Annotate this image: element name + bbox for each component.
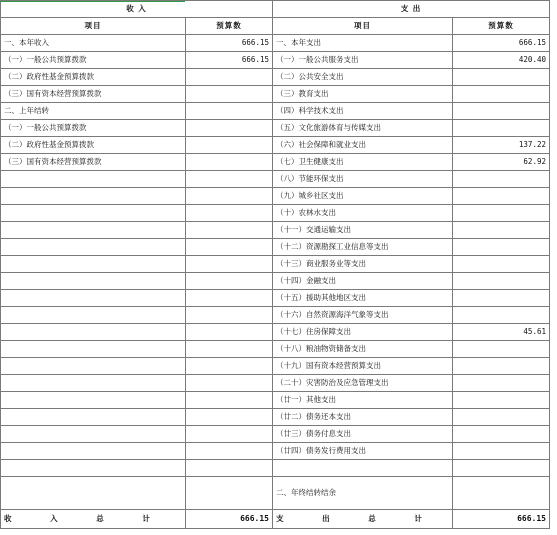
- income-value-cell: [186, 256, 273, 273]
- selection-indicator: [0, 1, 185, 2]
- income-value-cell: [186, 341, 273, 358]
- income-value-cell: [186, 171, 273, 188]
- column-header-row: [1, 18, 550, 35]
- table-row: [1, 154, 550, 171]
- income-item-cell: 一、本年收入: [1, 35, 186, 52]
- empty-cell: [453, 477, 550, 510]
- empty-cell: [1, 477, 186, 510]
- expense-item-cell: （十一）交通运输支出: [273, 222, 453, 239]
- income-item-cell: （三）国有资本经营预算拨款: [1, 154, 186, 171]
- expense-section-title: 支 出: [273, 1, 550, 18]
- expense-value-cell: [453, 86, 550, 103]
- income-item-cell: [1, 409, 186, 426]
- expense-item-cell: （廿二）债务还本支出: [273, 409, 453, 426]
- carryover-row: [1, 477, 550, 510]
- expense-item-cell: （八）节能环保支出: [273, 171, 453, 188]
- expense-value-cell: [453, 256, 550, 273]
- income-budget-header: 预算数: [186, 18, 273, 35]
- income-item-cell: [1, 375, 186, 392]
- table-row: [1, 188, 550, 205]
- income-value-cell: [186, 222, 273, 239]
- expense-value-cell: [453, 341, 550, 358]
- table-row: [1, 273, 550, 290]
- expense-item-cell: （十三）商业服务业等支出: [273, 256, 453, 273]
- income-item-cell: 二、上年结转: [1, 103, 186, 120]
- expense-item-cell: （十）农林水支出: [273, 205, 453, 222]
- expense-value-cell: [453, 273, 550, 290]
- income-value-cell: [186, 120, 273, 137]
- expense-item-cell: （十九）国有资本经营预算支出: [273, 358, 453, 375]
- table-row: [1, 358, 550, 375]
- income-value-cell: [186, 188, 273, 205]
- income-value-cell: [186, 205, 273, 222]
- income-value-cell: [186, 137, 273, 154]
- income-value-cell: [186, 324, 273, 341]
- expense-item-cell: （一）一般公共服务支出: [273, 52, 453, 69]
- income-value-cell: [186, 290, 273, 307]
- expense-value-cell: [453, 103, 550, 120]
- income-total-label: 收 入 总 计: [1, 510, 186, 529]
- expense-item-cell: （二十）灾害防治及应急管理支出: [273, 375, 453, 392]
- expense-value-cell: [453, 443, 550, 460]
- income-value-cell: [186, 392, 273, 409]
- expense-item-cell: （十五）援助其他地区支出: [273, 290, 453, 307]
- table-row: [1, 443, 550, 460]
- income-item-cell: [1, 273, 186, 290]
- income-item-cell: [1, 426, 186, 443]
- income-item-cell: [1, 256, 186, 273]
- income-item-cell: （一）一般公共预算拨款: [1, 52, 186, 69]
- table-row: [1, 137, 550, 154]
- expense-value-cell: [453, 205, 550, 222]
- expense-value-cell: [453, 375, 550, 392]
- table-row: [1, 86, 550, 103]
- expense-value-cell: [453, 290, 550, 307]
- expense-item-cell: （九）城乡社区支出: [273, 188, 453, 205]
- table-row: [1, 375, 550, 392]
- section-header-row: [1, 1, 550, 18]
- expense-item-cell: （二）公共安全支出: [273, 69, 453, 86]
- income-value-cell: [186, 154, 273, 171]
- expense-item-cell: （廿一）其他支出: [273, 392, 453, 409]
- expense-item-cell: （十七）住房保障支出: [273, 324, 453, 341]
- income-value-cell: [186, 103, 273, 120]
- income-value-cell: [186, 239, 273, 256]
- carryover-label: 二、年终结转结余: [273, 477, 453, 510]
- income-item-cell: [1, 358, 186, 375]
- table-row: [1, 341, 550, 358]
- blank-row: [1, 460, 550, 477]
- empty-cell: [1, 460, 186, 477]
- income-item-cell: [1, 307, 186, 324]
- income-item-cell: [1, 324, 186, 341]
- table-row: [1, 392, 550, 409]
- income-item-cell: （二）政府性基金预算拨款: [1, 69, 186, 86]
- table-row: [1, 69, 550, 86]
- income-item-cell: [1, 443, 186, 460]
- income-value-cell: 666.15: [186, 35, 273, 52]
- expense-value-cell: [453, 358, 550, 375]
- income-value-cell: [186, 375, 273, 392]
- expense-value-cell: 137.22: [453, 137, 550, 154]
- expense-value-cell: [453, 426, 550, 443]
- expense-value-cell: [453, 239, 550, 256]
- table-row: [1, 239, 550, 256]
- expense-item-cell: （三）教育支出: [273, 86, 453, 103]
- expense-item-cell: 一、本年支出: [273, 35, 453, 52]
- income-item-cell: （三）国有资本经营预算拨款: [1, 86, 186, 103]
- income-value-cell: [186, 443, 273, 460]
- expense-item-cell: （十四）金融支出: [273, 273, 453, 290]
- expense-value-cell: [453, 307, 550, 324]
- table-row: [1, 409, 550, 426]
- table-row: [1, 290, 550, 307]
- expense-item-header: 项目: [273, 18, 453, 35]
- table-row: [1, 307, 550, 324]
- table-row: [1, 103, 550, 120]
- expense-item-cell: （四）科学技术支出: [273, 103, 453, 120]
- income-total-value: 666.15: [186, 510, 273, 529]
- expense-item-cell: （五）文化旅游体育与传媒支出: [273, 120, 453, 137]
- table-row: [1, 324, 550, 341]
- income-value-cell: 666.15: [186, 52, 273, 69]
- expense-item-cell: （十六）自然资源海洋气象等支出: [273, 307, 453, 324]
- expense-value-cell: 62.92: [453, 154, 550, 171]
- expense-value-cell: 420.40: [453, 52, 550, 69]
- table-row: [1, 222, 550, 239]
- empty-cell: [186, 460, 273, 477]
- expense-value-cell: [453, 188, 550, 205]
- income-item-cell: [1, 290, 186, 307]
- expense-total-label: 支 出 总 计: [273, 510, 453, 529]
- table-row: [1, 120, 550, 137]
- expense-item-cell: （十八）粮油物资储备支出: [273, 341, 453, 358]
- expense-value-cell: [453, 120, 550, 137]
- expense-item-cell: （七）卫生健康支出: [273, 154, 453, 171]
- expense-value-cell: [453, 222, 550, 239]
- empty-cell: [186, 477, 273, 510]
- empty-cell: [273, 460, 453, 477]
- income-item-cell: [1, 171, 186, 188]
- table-row: [1, 171, 550, 188]
- income-item-cell: [1, 392, 186, 409]
- expense-budget-header: 预算数: [453, 18, 550, 35]
- income-value-cell: [186, 409, 273, 426]
- table-row: [1, 52, 550, 69]
- income-item-cell: （二）政府性基金预算拨款: [1, 137, 186, 154]
- income-item-cell: [1, 341, 186, 358]
- income-item-cell: [1, 222, 186, 239]
- expense-item-cell: （六）社会保障和就业支出: [273, 137, 453, 154]
- income-value-cell: [186, 69, 273, 86]
- table-row: [1, 256, 550, 273]
- expense-value-cell: [453, 171, 550, 188]
- totals-row: [1, 510, 550, 529]
- table-row: [1, 35, 550, 52]
- expense-value-cell: [453, 409, 550, 426]
- expense-item-cell: （廿四）债务发行费用支出: [273, 443, 453, 460]
- empty-cell: [453, 460, 550, 477]
- table-row: [1, 426, 550, 443]
- income-value-cell: [186, 358, 273, 375]
- income-item-header: 项目: [1, 18, 186, 35]
- income-value-cell: [186, 273, 273, 290]
- table-row: [1, 205, 550, 222]
- expense-value-cell: [453, 392, 550, 409]
- expense-total-value: 666.15: [453, 510, 550, 529]
- expense-item-cell: （十二）资源勘探工业信息等支出: [273, 239, 453, 256]
- expense-value-cell: [453, 69, 550, 86]
- income-item-cell: [1, 239, 186, 256]
- income-value-cell: [186, 86, 273, 103]
- income-item-cell: （一）一般公共预算拨款: [1, 120, 186, 137]
- income-value-cell: [186, 426, 273, 443]
- income-item-cell: [1, 205, 186, 222]
- expense-item-cell: （廿三）债务付息支出: [273, 426, 453, 443]
- income-section-title: 收 入: [1, 1, 273, 18]
- expense-value-cell: 45.61: [453, 324, 550, 341]
- expense-value-cell: 666.15: [453, 35, 550, 52]
- income-value-cell: [186, 307, 273, 324]
- income-item-cell: [1, 188, 186, 205]
